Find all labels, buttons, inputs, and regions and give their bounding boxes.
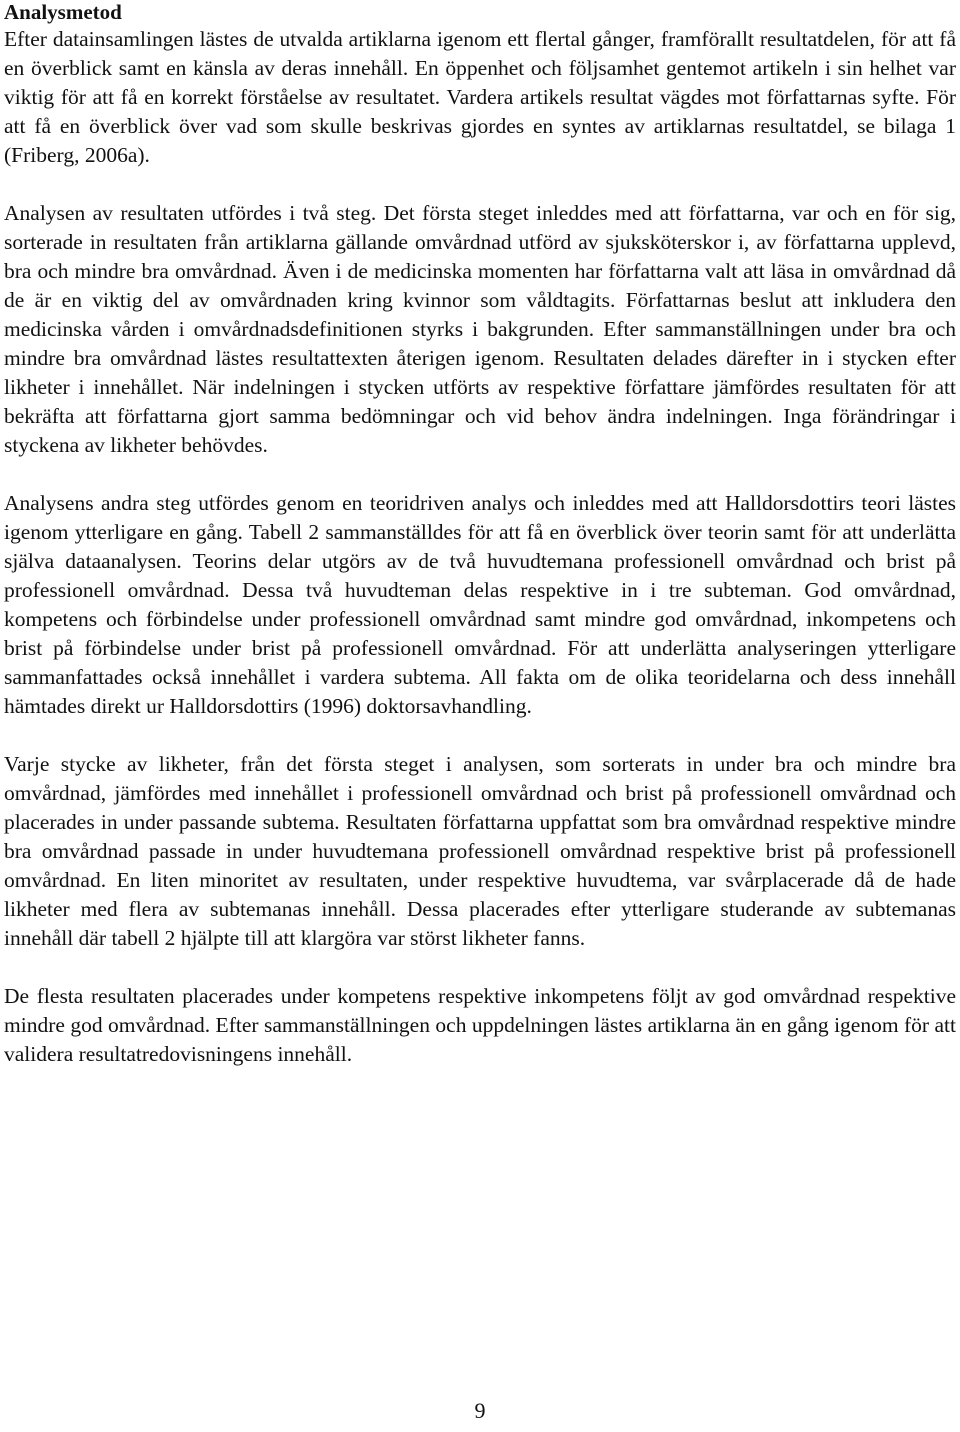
paragraph-5: De flesta resultaten placerades under kompetens respektive inkompetens följt av god omvårdnad respektive mindre god omvårdnad. Efter sammanställningen och uppdelningen lästes artiklarna än en gång igenom för att validera resultatredovisningens innehåll.	[4, 984, 956, 1066]
paragraph-4: Varje stycke av likheter, från det första steget i analysen, som sorterats in under bra och mindre bra omvårdnad, jämfördes med innehållet i professionell omvårdnad och brist på professionell omvårdnad och placerades in under passande subtema. Resultaten författarna uppfattat som bra omvårdnad respektive mindre bra omvårdnad passade in under huvudtemana professionell omvårdnad respektive brist på professionell omvårdnad. En liten minoritet av resultaten, under respektive huvudtema, var svårplacerade då de hade likheter med flera av subtemanas innehåll. Dessa placerades efter ytterligare studerande av subtemanas innehåll där tabell 2 hjälpte till att klargöra var störst likheter fanns.	[4, 752, 956, 950]
paragraph-2: Analysen av resultaten utfördes i två steg. Det första steget inleddes med att författarna, var och en för sig, sorterade in resultaten från artiklarna gällande omvårdnad utförd av sjuksköterskor i, av författarna upplevd, bra och mindre bra omvårdnad. Även i de medicinska momenten har författarna valt att läsa in omvårdnad då de är en viktig del av omvårdnaden kring kvinnor som våldtagits. Författarnas beslut att inkludera den medicinska vården i omvårdnadsdefinitionen styrks i bakgrunden. Efter sammanställningen under bra och mindre bra omvårdnad lästes resultattexten återigen igenom. Resultaten delades därefter in i stycken efter likheter i innehållet. När indelningen i stycken utförts av respektive författare jämfördes resultaten för att bekräfta att författarna gjort samma bedömningar och vid behov ändra indelningen. Inga förändringar i styckena av likheter behövdes.	[4, 201, 956, 457]
section-heading: Analysmetod	[4, 0, 122, 24]
paragraph-1: Efter datainsamlingen lästes de utvalda artiklarna igenom ett flertal gånger, framförallt resultatdelen, för att få en överblick samt en känsla av deras innehåll. En öppenhet och följsamhet gentemot artikeln i sin helhet var viktig för att få en korrekt förståelse av resultatet. Vardera artikels resultat vägdes mot författarnas syfte. För att få en överblick över vad som skulle beskrivas gjordes en syntes av artiklarnas resultatdel, se bilaga 1 (Friberg, 2006a).	[4, 27, 956, 167]
page-number: 9	[474, 1398, 486, 1423]
document-page	[4, 0, 956, 1069]
paragraph-3: Analysens andra steg utfördes genom en teoridriven analys och inleddes med att Halldorsdottirs teori lästes igenom ytterligare en gång. Tabell 2 sammanställdes för att få en överblick över teorin samt för att underlätta själva dataanalysen. Teorins delar utgörs av de två huvudtemana professionell omvårdnad och brist på professionell omvårdnad. Dessa två huvudteman delas respektive in i tre subteman. God omvårdnad, kompetens och förbindelse under professionell omvårdnad samt mindre god omvårdnad, inkompetens och brist på förbindelse under brist på professionell omvårdnad. För att underlätta analyseringen ytterligare sammanfattades också innehållet i vardera subtema. All fakta om de olika teoridelarna och dess innehåll hämtades direkt ur Halldorsdottirs (1996) doktorsavhandling.	[4, 491, 956, 718]
